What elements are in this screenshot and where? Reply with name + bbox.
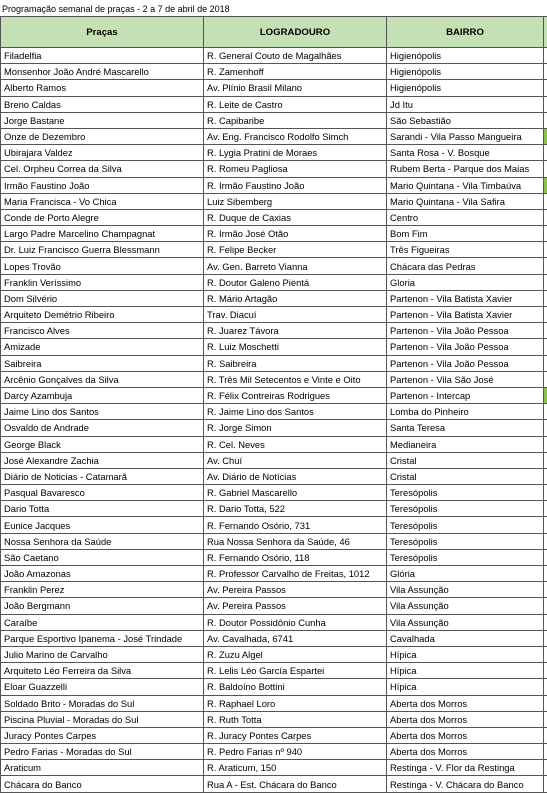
cell-marker[interactable] xyxy=(544,711,547,727)
cell-praca[interactable]: Filadelfia xyxy=(1,48,204,64)
cell-marker[interactable] xyxy=(544,517,547,533)
cell-logradouro[interactable]: Trav. Diacuí xyxy=(204,307,387,323)
table-row xyxy=(1,161,547,177)
cell-logradouro[interactable]: R. Lelis Léo García Espartei xyxy=(204,663,387,679)
table-row xyxy=(1,582,547,598)
cell-marker[interactable] xyxy=(544,501,547,517)
table-row xyxy=(1,387,547,403)
cell-logradouro[interactable]: R. Ruth Totta xyxy=(204,711,387,727)
table-row xyxy=(1,258,547,274)
cell-bairro[interactable]: Jd Itu xyxy=(387,96,544,112)
cell-bairro[interactable]: Partenon - Vila Batista Xavier xyxy=(387,307,544,323)
cell-logradouro[interactable]: Av. Plínio Brasil Milano xyxy=(204,80,387,96)
cell-bairro[interactable]: Mario Quintana - Vila Safira xyxy=(387,193,544,209)
cell-logradouro[interactable]: R. Capibaribe xyxy=(204,112,387,128)
cell-bairro[interactable]: Mario Quintana - Vila Timbaúva xyxy=(387,177,544,193)
cell-praca[interactable]: Chácara do Banco xyxy=(1,776,204,792)
header-row xyxy=(1,17,547,48)
cell-logradouro[interactable]: Av. Diário de Notícias xyxy=(204,468,387,484)
cell-logradouro[interactable]: R. Mário Artagão xyxy=(204,290,387,306)
cell-logradouro[interactable]: R. Irmão Faustino João xyxy=(204,177,387,193)
cell-praca[interactable]: Cel. Orpheu Correa da Silva xyxy=(1,161,204,177)
cell-logradouro[interactable]: R. Luiz Moschetti xyxy=(204,339,387,355)
column-header-pracas[interactable]: Praças xyxy=(1,17,204,48)
table-row xyxy=(1,128,547,144)
cell-bairro[interactable]: Sarandi - Vila Passo Mangueira xyxy=(387,128,544,144)
cell-praca[interactable]: Monsenhor João André Mascarello xyxy=(1,64,204,80)
table-row xyxy=(1,274,547,290)
cell-praca[interactable]: Amizade xyxy=(1,339,204,355)
cell-praca[interactable]: Julio Marino de Carvalho xyxy=(1,646,204,662)
cell-marker[interactable] xyxy=(544,695,547,711)
cell-praca[interactable]: Dom Silvério xyxy=(1,290,204,306)
table-row xyxy=(1,80,547,96)
table-row xyxy=(1,549,547,565)
cell-praca[interactable]: Ubirajara Valdez xyxy=(1,145,204,161)
cell-bairro[interactable]: Partenon - Vila João Pessoa xyxy=(387,355,544,371)
cell-marker[interactable] xyxy=(544,663,547,679)
cell-logradouro[interactable]: R. Doutor Galeno Pientá xyxy=(204,274,387,290)
cell-marker[interactable] xyxy=(544,177,547,193)
cell-praca[interactable]: Onze de Dezembro xyxy=(1,128,204,144)
schedule-table xyxy=(0,16,547,793)
cell-logradouro[interactable]: R. Pedro Farias nº 940 xyxy=(204,744,387,760)
cell-marker[interactable] xyxy=(544,161,547,177)
cell-marker[interactable] xyxy=(544,96,547,112)
table-row xyxy=(1,48,547,64)
cell-logradouro[interactable]: R. Romeu Pagliosa xyxy=(204,161,387,177)
cell-marker[interactable] xyxy=(544,387,547,403)
table-row xyxy=(1,64,547,80)
cell-logradouro[interactable]: R. Felipe Becker xyxy=(204,242,387,258)
cell-marker[interactable] xyxy=(544,598,547,614)
cell-logradouro[interactable]: R. Jaime Lino dos Santos xyxy=(204,404,387,420)
cell-praca[interactable]: São Caetano xyxy=(1,549,204,565)
cell-marker[interactable] xyxy=(544,485,547,501)
cell-marker[interactable] xyxy=(544,307,547,323)
cell-praca[interactable]: João Bergmann xyxy=(1,598,204,614)
cell-praca[interactable]: Parque Esportivo Ipanema - José Trindade xyxy=(1,630,204,646)
table-row xyxy=(1,776,547,792)
cell-bairro[interactable]: Lomba do Pinheiro xyxy=(387,404,544,420)
cell-praca[interactable]: Diário de Noticias - Catamarã xyxy=(1,468,204,484)
table-row xyxy=(1,420,547,436)
cell-logradouro[interactable]: R. Leite de Castro xyxy=(204,96,387,112)
cell-marker[interactable] xyxy=(544,209,547,225)
table-row xyxy=(1,646,547,662)
cell-bairro[interactable]: Rubem Berta - Parque dos Maias xyxy=(387,161,544,177)
table-row xyxy=(1,242,547,258)
cell-praca[interactable]: Darcy Azambuja xyxy=(1,387,204,403)
cell-bairro[interactable]: Hípica xyxy=(387,646,544,662)
cell-bairro[interactable]: Higienópolis xyxy=(387,64,544,80)
cell-logradouro[interactable]: R. Professor Carvalho de Freitas, 1012 xyxy=(204,566,387,582)
table-row xyxy=(1,112,547,128)
cell-logradouro[interactable]: R. Araticum, 150 xyxy=(204,760,387,776)
cell-bairro[interactable]: Cristal xyxy=(387,468,544,484)
cell-bairro[interactable]: Higienópolis xyxy=(387,80,544,96)
table-row xyxy=(1,727,547,743)
table-row xyxy=(1,307,547,323)
cell-praca[interactable]: Soldado Brito - Moradas do Sul xyxy=(1,695,204,711)
cell-logradouro[interactable]: Av. Gen. Barreto Vianna xyxy=(204,258,387,274)
cell-praca[interactable]: Franklin Perez xyxy=(1,582,204,598)
cell-marker[interactable] xyxy=(544,290,547,306)
cell-marker[interactable] xyxy=(544,630,547,646)
cell-bairro[interactable]: Bom Fim xyxy=(387,226,544,242)
cell-logradouro[interactable]: Av. Eng. Francisco Rodolfo Simch xyxy=(204,128,387,144)
cell-bairro[interactable]: Três Figueiras xyxy=(387,242,544,258)
cell-marker[interactable] xyxy=(544,614,547,630)
table-row xyxy=(1,193,547,209)
cell-marker[interactable] xyxy=(544,404,547,420)
cell-praca[interactable]: Francisco Alves xyxy=(1,323,204,339)
cell-praca[interactable]: Arquiteto Léo Ferreira da Silva xyxy=(1,663,204,679)
cell-bairro[interactable]: Partenon - Vila Batista Xavier xyxy=(387,290,544,306)
cell-logradouro[interactable]: Luiz Sibemberg xyxy=(204,193,387,209)
cell-bairro[interactable]: Glória xyxy=(387,566,544,582)
cell-praca[interactable]: Eloar Guazzelli xyxy=(1,679,204,695)
cell-bairro[interactable]: São Sebastião xyxy=(387,112,544,128)
cell-praca[interactable]: Conde de Porto Alegre xyxy=(1,209,204,225)
cell-praca[interactable]: Jorge Bastane xyxy=(1,112,204,128)
cell-praca[interactable]: Saibreira xyxy=(1,355,204,371)
cell-praca[interactable]: Nossa Senhora da Saúde xyxy=(1,533,204,549)
cell-marker[interactable] xyxy=(544,128,547,144)
table-row xyxy=(1,323,547,339)
cell-marker[interactable] xyxy=(544,744,547,760)
cell-logradouro[interactable]: Rua Nossa Senhora da Saúde, 46 xyxy=(204,533,387,549)
cell-marker[interactable] xyxy=(544,727,547,743)
cell-marker[interactable] xyxy=(544,371,547,387)
table-row xyxy=(1,355,547,371)
cell-marker[interactable] xyxy=(544,145,547,161)
cell-bairro[interactable]: Partenon - Vila João Pessoa xyxy=(387,323,544,339)
cell-bairro[interactable]: Partenon - Intercap xyxy=(387,387,544,403)
cell-bairro[interactable]: Aberta dos Morros xyxy=(387,727,544,743)
cell-bairro[interactable]: Centro xyxy=(387,209,544,225)
cell-praca[interactable]: José Alexandre Zachia xyxy=(1,452,204,468)
cell-praca[interactable]: Lopes Trovão xyxy=(1,258,204,274)
cell-marker[interactable] xyxy=(544,468,547,484)
cell-bairro[interactable]: Gloria xyxy=(387,274,544,290)
cell-logradouro[interactable]: R. Dario Totta, 522 xyxy=(204,501,387,517)
cell-praca[interactable]: Maria Francisca - Vo Chica xyxy=(1,193,204,209)
cell-marker[interactable] xyxy=(544,226,547,242)
cell-marker[interactable] xyxy=(544,452,547,468)
cell-praca[interactable]: Dario Totta xyxy=(1,501,204,517)
cell-bairro[interactable]: Santa Teresa xyxy=(387,420,544,436)
cell-bairro[interactable]: Medianeira xyxy=(387,436,544,452)
cell-logradouro[interactable]: R. Duque de Caxias xyxy=(204,209,387,225)
table-row xyxy=(1,209,547,225)
cell-bairro[interactable]: Hípica xyxy=(387,663,544,679)
table-row xyxy=(1,485,547,501)
table-row xyxy=(1,226,547,242)
cell-logradouro[interactable]: R. Doutor Possidônio Cunha xyxy=(204,614,387,630)
cell-praca[interactable]: Dr. Luiz Francisco Guerra Blessmann xyxy=(1,242,204,258)
cell-bairro[interactable]: Aberta dos Morros xyxy=(387,744,544,760)
cell-logradouro[interactable]: R. Saibreira xyxy=(204,355,387,371)
table-row xyxy=(1,177,547,193)
cell-praca[interactable]: Jaime Lino dos Santos xyxy=(1,404,204,420)
cell-logradouro[interactable]: R. Fernando Osório, 118 xyxy=(204,549,387,565)
cell-marker[interactable] xyxy=(544,582,547,598)
cell-bairro[interactable]: Hípica xyxy=(387,679,544,695)
cell-logradouro[interactable]: R. Lygia Pratini de Moraes xyxy=(204,145,387,161)
cell-praca[interactable]: George Black xyxy=(1,436,204,452)
table-row xyxy=(1,695,547,711)
cell-logradouro[interactable]: R. Gabriel Mascarello xyxy=(204,485,387,501)
cell-bairro[interactable]: Partenon - Vila São José xyxy=(387,371,544,387)
cell-marker[interactable] xyxy=(544,760,547,776)
cell-bairro[interactable]: Chácara das Pedras xyxy=(387,258,544,274)
cell-logradouro[interactable]: Rua A - Est. Chácara do Banco xyxy=(204,776,387,792)
cell-praca[interactable]: Irmão Faustino João xyxy=(1,177,204,193)
table-row xyxy=(1,533,547,549)
cell-bairro[interactable]: Santa Rosa - V. Bosque xyxy=(387,145,544,161)
cell-praca[interactable]: João Amazonas xyxy=(1,566,204,582)
cell-bairro[interactable]: Teresópolis xyxy=(387,549,544,565)
cell-bairro[interactable]: Teresópolis xyxy=(387,501,544,517)
cell-logradouro[interactable]: R. Juarez Távora xyxy=(204,323,387,339)
cell-marker[interactable] xyxy=(544,80,547,96)
column-header-bairro[interactable]: BAIRRO xyxy=(387,17,544,48)
cell-praca[interactable]: Breno Caldas xyxy=(1,96,204,112)
cell-logradouro[interactable]: Av. Chuí xyxy=(204,452,387,468)
cell-logradouro[interactable]: R. Zamenhoff xyxy=(204,64,387,80)
sheet-caption: Programação semanal de praças - 2 a 7 de abril de 2018 xyxy=(2,2,230,16)
cell-praca[interactable]: Caraíbe xyxy=(1,614,204,630)
cell-logradouro[interactable]: R. Três Mil Setecentos e Vinte e Oito xyxy=(204,371,387,387)
table-body xyxy=(1,48,547,793)
column-header-extra[interactable] xyxy=(544,17,547,48)
cell-praca[interactable]: Franklin Veríssimo xyxy=(1,274,204,290)
cell-bairro[interactable]: Aberta dos Morros xyxy=(387,711,544,727)
cell-bairro[interactable]: Teresópolis xyxy=(387,533,544,549)
cell-logradouro[interactable]: Av. Cavalhada, 6741 xyxy=(204,630,387,646)
table-row xyxy=(1,436,547,452)
cell-marker[interactable] xyxy=(544,436,547,452)
cell-praca[interactable]: Pedro Farias - Moradas do Sul xyxy=(1,744,204,760)
table-row xyxy=(1,614,547,630)
cell-logradouro[interactable]: R. Juracy Pontes Carpes xyxy=(204,727,387,743)
table-row xyxy=(1,339,547,355)
cell-marker[interactable] xyxy=(544,355,547,371)
table-row xyxy=(1,663,547,679)
cell-bairro[interactable]: Aberta dos Morros xyxy=(387,695,544,711)
cell-praca[interactable]: Juracy Pontes Carpes xyxy=(1,727,204,743)
cell-marker[interactable] xyxy=(544,420,547,436)
table-row xyxy=(1,760,547,776)
cell-bairro[interactable]: Cavalhada xyxy=(387,630,544,646)
cell-marker[interactable] xyxy=(544,323,547,339)
table-row xyxy=(1,290,547,306)
column-header-logradouro[interactable]: LOGRADOURO xyxy=(204,17,387,48)
cell-praca[interactable]: Eunice Jacques xyxy=(1,517,204,533)
cell-marker[interactable] xyxy=(544,339,547,355)
cell-praca[interactable]: Osvaldo de Andrade xyxy=(1,420,204,436)
table-row xyxy=(1,598,547,614)
table-row xyxy=(1,566,547,582)
table-row xyxy=(1,630,547,646)
cell-logradouro[interactable]: Av. Pereira Passos xyxy=(204,598,387,614)
cell-marker[interactable] xyxy=(544,242,547,258)
cell-bairro[interactable]: Vila Assunção xyxy=(387,614,544,630)
cell-logradouro[interactable]: R. Raphael Loro xyxy=(204,695,387,711)
cell-marker[interactable] xyxy=(544,776,547,792)
table-row xyxy=(1,404,547,420)
table-row xyxy=(1,711,547,727)
cell-logradouro[interactable]: R. General Couto de Magalhães xyxy=(204,48,387,64)
table-row xyxy=(1,452,547,468)
cell-logradouro[interactable]: R. Félix Contreiras Rodrigues xyxy=(204,387,387,403)
cell-bairro[interactable]: Vila Assunção xyxy=(387,582,544,598)
table-row xyxy=(1,679,547,695)
cell-praca[interactable]: Pasqual Bavaresco xyxy=(1,485,204,501)
cell-praca[interactable]: Largo Padre Marcelino Champagnat xyxy=(1,226,204,242)
cell-marker[interactable] xyxy=(544,112,547,128)
cell-bairro[interactable]: Partenon - Vila João Pessoa xyxy=(387,339,544,355)
table-row xyxy=(1,744,547,760)
cell-praca[interactable]: Arquiteto Demétrio Ribeiro xyxy=(1,307,204,323)
cell-marker[interactable] xyxy=(544,646,547,662)
cell-logradouro[interactable]: R. Irmão José Otão xyxy=(204,226,387,242)
table-row xyxy=(1,371,547,387)
cell-logradouro[interactable]: R. Cel. Neves xyxy=(204,436,387,452)
cell-bairro[interactable]: Higienópolis xyxy=(387,48,544,64)
cell-praca[interactable]: Araticum xyxy=(1,760,204,776)
cell-marker[interactable] xyxy=(544,549,547,565)
cell-logradouro[interactable]: R. Zuzu Algel xyxy=(204,646,387,662)
table-row xyxy=(1,96,547,112)
cell-praca[interactable]: Piscina Pluvial - Moradas do Sul xyxy=(1,711,204,727)
cell-marker[interactable] xyxy=(544,64,547,80)
cell-bairro[interactable]: Cristal xyxy=(387,452,544,468)
cell-marker[interactable] xyxy=(544,566,547,582)
cell-praca[interactable]: Arcênio Gonçalves da Silva xyxy=(1,371,204,387)
cell-marker[interactable] xyxy=(544,48,547,64)
cell-bairro[interactable]: Restinga - V. Flor da Restinga xyxy=(387,760,544,776)
cell-marker[interactable] xyxy=(544,258,547,274)
cell-praca[interactable]: Alberto Ramos xyxy=(1,80,204,96)
table-row xyxy=(1,517,547,533)
cell-bairro[interactable]: Teresópolis xyxy=(387,517,544,533)
cell-bairro[interactable]: Teresópolis xyxy=(387,485,544,501)
table-row xyxy=(1,145,547,161)
cell-marker[interactable] xyxy=(544,679,547,695)
table-row xyxy=(1,501,547,517)
cell-logradouro[interactable]: Av. Pereira Passos xyxy=(204,582,387,598)
table-row xyxy=(1,468,547,484)
cell-logradouro[interactable]: R. Baldoíno Bottini xyxy=(204,679,387,695)
cell-logradouro[interactable]: R. Fernando Osório, 731 xyxy=(204,517,387,533)
cell-marker[interactable] xyxy=(544,193,547,209)
cell-marker[interactable] xyxy=(544,274,547,290)
cell-marker[interactable] xyxy=(544,533,547,549)
cell-logradouro[interactable]: R. Jorge Simon xyxy=(204,420,387,436)
cell-bairro[interactable]: Restinga - V. Chácara do Banco xyxy=(387,776,544,792)
cell-bairro[interactable]: Vila Assunção xyxy=(387,598,544,614)
